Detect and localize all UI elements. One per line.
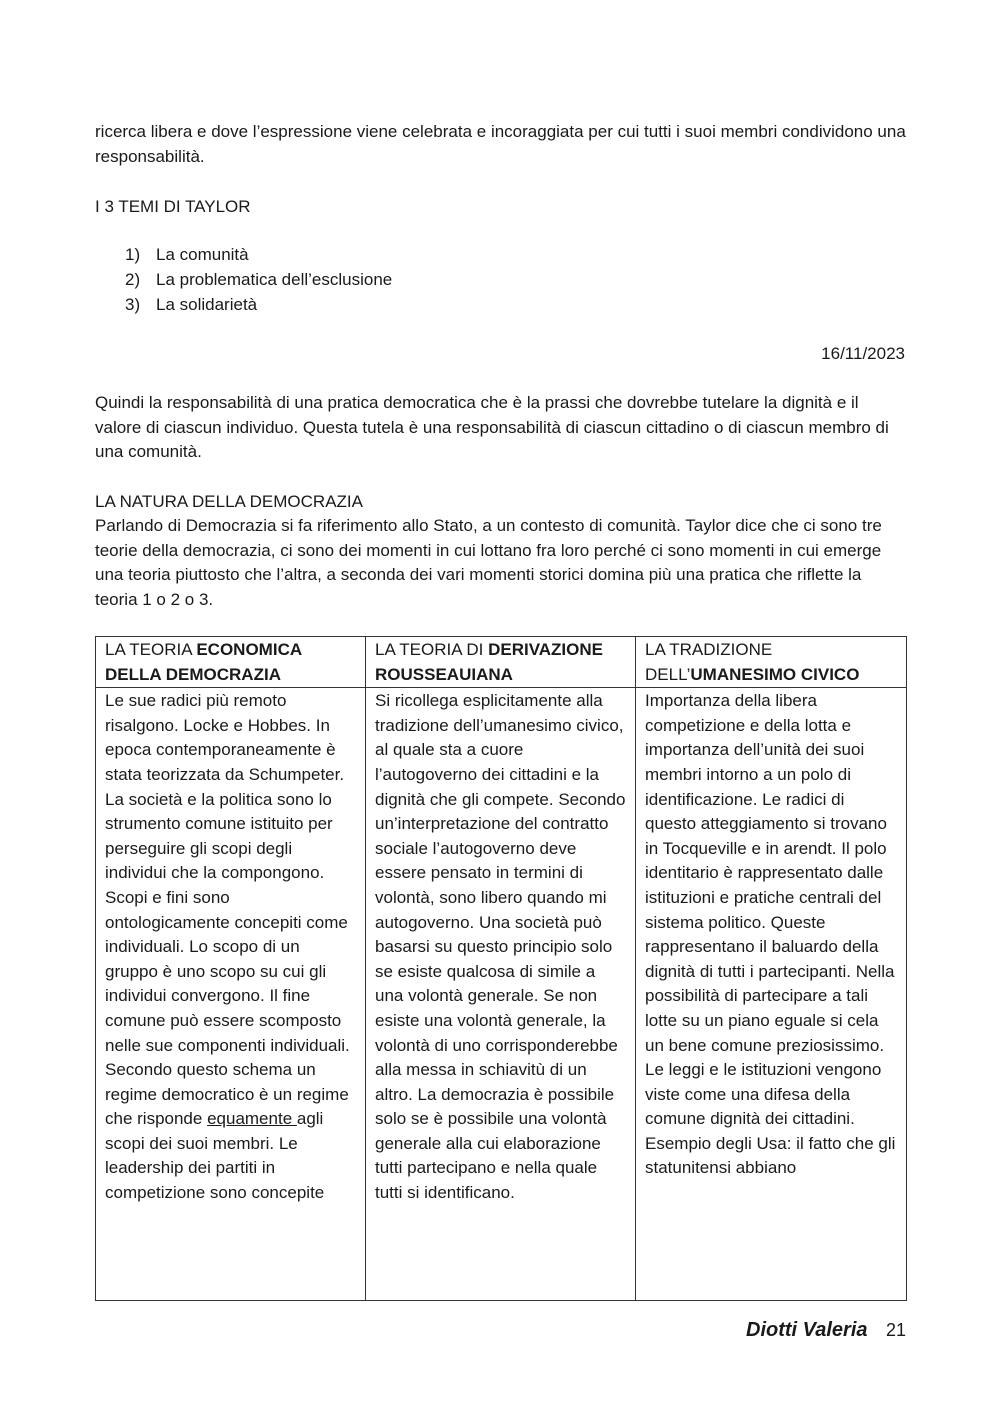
section-heading: LA NATURA DELLA DEMOCRAZIA xyxy=(95,492,363,511)
table-header-row xyxy=(96,637,907,688)
themes-list xyxy=(125,242,392,317)
cell-rousseauiana: Si ricollega esplicitamente alla tradizione dell’umanesimo civico, al quale sta a cuore l’autogoverno dei cittadini e la dignità che gli compete. Secondo un’interpretazione del contratto sociale l’autogoverno deve essere pensato in termini di volontà, sono libero quando mi autogoverno. Una società può basarsi su questo principio solo se esiste qualcosa di simile a una volontà generale. Se non esiste una volontà generale, la volontà di uno corrisponderebbe alla messa in schiavitù di un altro. La democrazia è possibile solo se è possibile una volontà generale alla cui elaborazione tutti partecipano e nella quale tutti si identificano. xyxy=(366,688,636,1301)
list-item: 2) La problematica dell’esclusione xyxy=(125,270,393,289)
header-cell-economica: LA TEORIA ECONOMICA DELLA DEMOCRAZIA xyxy=(96,637,366,688)
paragraph-responsabilita: Quindi la responsabilità di una pratica democratica che è la prassi che dovrebbe tutelare la dignità e il valore di ciascun individuo. Questa tutela è una responsabilità di ciascun cittadino o di ciascun membro di una comunità. xyxy=(95,393,889,462)
list-item: 1) La comunità xyxy=(125,245,249,264)
date-label: 16/11/2023 xyxy=(821,344,905,363)
header-cell-umanesimo: LA TRADIZIONE DELL’UMANESIMO CIVICO xyxy=(636,637,907,688)
header-cell-rousseauiana: LA TEORIA DI DERIVAZIONE ROUSSEAUIANA xyxy=(366,637,636,688)
theories-table xyxy=(95,636,907,1301)
cell-umanesimo: Importanza della libera competizione e della lotta e importanza dell’unità dei suoi membri intorno a un polo di identificazione. Le radici di questo atteggiamento si trovano in Tocqueville e in arendt. Il polo identitario è rappresentato dalle istituzioni e pratiche centrali del sistema politico. Queste rappresentano il baluardo della dignità di tutti i partecipanti. Nella possibilità di partecipare a tali lotte su un piano eguale si cela un bene comune preziosissimo. Le leggi e le istituzioni vengono viste come una difesa della comune dignità dei cittadini. Esempio degli Usa: il fatto che gli statunitensi abbiano xyxy=(636,688,907,1301)
themes-heading: I 3 TEMI DI TAYLOR xyxy=(95,197,251,216)
section-paragraph: Parlando di Democrazia si fa riferimento allo Stato, a un contesto di comunità. Taylor dice che ci sono tre teorie della democrazia, ci sono dei momenti in cui lottano fra loro perché ci sono momenti in cui emerge una teoria piuttosto che l’altra, a seconda dei vari momenti storici domina più una pratica che riflette la teoria 1 o 2 o 3. xyxy=(95,516,882,609)
cell-economica: Le sue radici più remoto risalgono. Locke e Hobbes. In epoca contemporaneamente è stata teorizzata da Schumpeter. La società e la politica sono lo strumento comune istituito per perseguire gli scopi degli individui che la compongono. Scopi e fini sono ontologicamente concepiti come individuali. Lo scopo di un gruppo è uno scopo su cui gli individui convergono. Il fine comune può essere scomposto nelle sue componenti individuali. Secondo questo schema un regime democratico è un regime che risponde equamente agli scopi dei suoi membri. Le leadership dei partiti in competizione sono concepite xyxy=(96,688,366,1301)
table-row xyxy=(96,688,907,1301)
list-item: 3) La solidarietà xyxy=(125,295,258,314)
footer-author: Diotti Valeria xyxy=(746,1319,868,1341)
intro-paragraph: ricerca libera e dove l’espressione viene celebrata e incoraggiata per cui tutti i suoi membri condividono una responsabilità. xyxy=(95,122,906,166)
page-number: 21 xyxy=(886,1320,907,1340)
